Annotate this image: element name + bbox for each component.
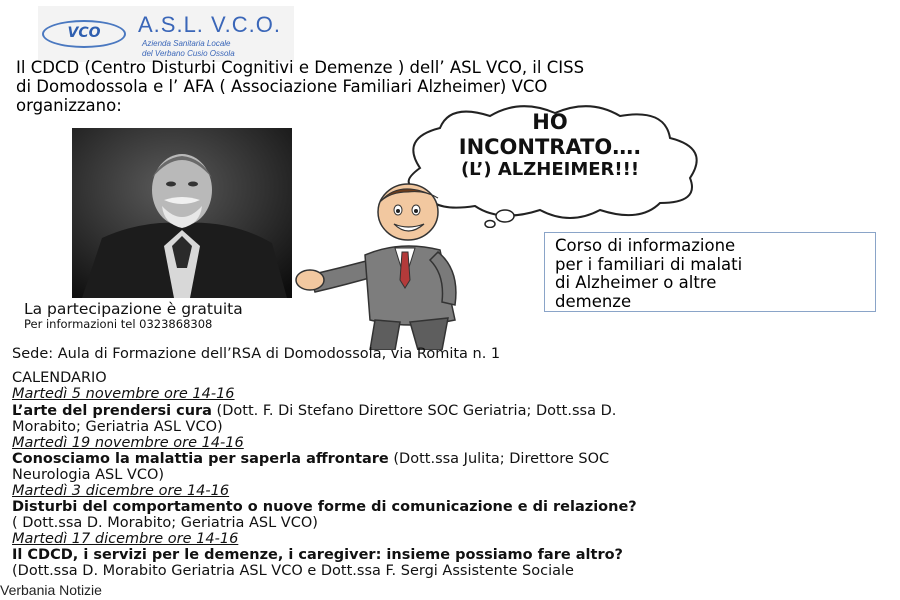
venue-line: Sede: Aula di Formazione dell’RSA di Domodossola, via Romita n. 1 [12,346,501,362]
session-4-date: Martedì 17 dicembre ore 14-16 [12,531,239,547]
session-2-speakers-2: Neurologia ASL VCO) [12,467,165,483]
session-1-title-line [12,403,882,419]
logo-title: A.S.L. V.C.O. [138,12,282,37]
bubble-line-3: (L’) ALZHEIMER!!! [460,159,640,180]
vco-logo-mark [42,20,126,48]
session-2-title-line [12,451,882,467]
logo-subtitle-1: Azienda Sanitaria Locale [142,39,231,48]
intro-line-3: organizzano: [16,96,122,115]
course-line-1: Corso di informazione [555,236,736,255]
session-1-date: Martedì 5 novembre ore 14-16 [12,386,235,402]
course-description-box [544,232,876,312]
participation-note: La partecipazione è gratuita [24,300,243,318]
session-1-title: L’arte del prendersi cura [12,403,212,419]
session-4-title-line [12,547,882,563]
course-line-4: demenze [555,291,632,311]
cartoon-man-illustration [290,180,520,350]
logo-mark-text: VCO [67,25,101,41]
bubble-line-2: INCONTRATO…. [458,135,642,159]
course-line-2: per i familiari di malati [555,254,743,274]
info-phone: Per informazioni tel 0323868308 [24,317,213,331]
session-2-speakers: (Dott.ssa Julita; Direttore SOC [388,451,610,467]
session-1-speakers-2: Morabito; Geriatria ASL VCO) [12,419,223,435]
course-line-3: di Alzheimer o altre [555,273,717,292]
intro-line-2: di Domodossola e l’ AFA ( Associazione Familiari Alzheimer) VCO [16,77,548,96]
session-4-speakers-2: (Dott.ssa D. Morabito Geriatria ASL VCO e Dott.ssa F. Sergi Assistente Sociale [12,563,574,579]
intro-line-1: Il CDCD (Centro Disturbi Cognitivi e Demenze ) dell’ ASL VCO, il CISS [16,58,585,77]
bubble-line-1: HO [532,110,568,134]
session-3-date: Martedì 3 dicembre ore 14-16 [12,483,230,499]
session-3-speakers-2: ( Dott.ssa D. Morabito; Geriatria ASL VCO) [12,515,318,531]
asl-logo [38,6,294,62]
session-2-date: Martedì 19 novembre ore 14-16 [12,435,244,451]
logo-subtitle-2: del Verbano Cusio Ossola [142,49,235,58]
session-3-title-line [12,499,882,515]
calendar-heading: CALENDARIO [12,370,107,386]
session-2-title: Conosciamo la malattia per saperla affrontare [12,451,389,467]
session-3-title: Disturbi del comportamento o nuove forme di comunicazione e di relazione? [12,499,637,515]
session-4-title: Il CDCD, i servizi per le demenze, i caregiver: insieme possiamo fare altro? [12,547,623,563]
portrait-photo [72,128,292,298]
session-1-speakers: (Dott. F. Di Stefano Direttore SOC Geriatria; Dott.ssa D. [211,403,617,419]
watermark-source: Verbania Notizie [0,582,102,598]
